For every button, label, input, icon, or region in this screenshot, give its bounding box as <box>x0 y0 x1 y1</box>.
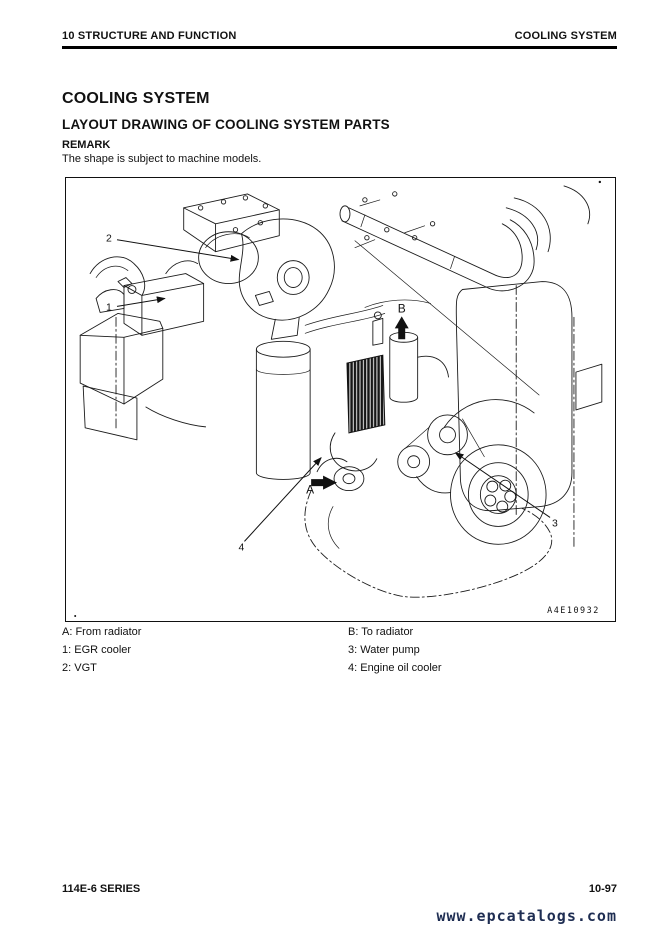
legend-item-a: A: From radiator <box>62 626 142 638</box>
scan-speck <box>74 615 76 617</box>
gear-case-drawing <box>445 282 602 547</box>
callout-leaders <box>117 240 550 542</box>
callout-2-label: 2 <box>106 233 112 245</box>
cylinder-block-drawing <box>80 257 205 440</box>
scan-speck <box>599 181 601 183</box>
oil-pan-drawing <box>305 491 552 598</box>
watermark-url: www.epcatalogs.com <box>436 907 617 925</box>
footer-page-number: 10-97 <box>588 883 617 895</box>
legend-left-column <box>62 623 141 677</box>
legend-item-b: B: To radiator <box>348 626 414 638</box>
legend-item-3: 3: Water pump <box>348 644 420 656</box>
accessory-pulleys-drawing <box>398 415 485 478</box>
footer-series: 114E-6 SERIES <box>62 883 141 895</box>
page-subtitle: LAYOUT DRAWING OF COOLING SYSTEM PARTS <box>62 117 390 132</box>
running-header-chapter: COOLING SYSTEM <box>514 30 617 42</box>
engine-oil-cooler-drawing <box>330 355 385 471</box>
callout-1-label: 1 <box>106 302 112 314</box>
remark-heading: REMARK <box>62 139 111 151</box>
running-header-section: 10 STRUCTURE AND FUNCTION <box>62 30 237 42</box>
page-title: COOLING SYSTEM <box>62 90 210 107</box>
leader-line-2 <box>117 240 238 260</box>
figure-frame <box>65 177 616 622</box>
callout-4-label: 4 <box>238 542 245 554</box>
legend-item-1: 1: EGR cooler <box>62 644 132 656</box>
remark-text: The shape is subject to machine models. <box>62 153 262 165</box>
engine-illustration <box>74 181 602 617</box>
legend-item-2: 2: VGT <box>62 662 97 674</box>
cooling-system-layout-drawing <box>66 178 615 621</box>
turbocharger-drawing <box>199 219 335 339</box>
right-arrow-icon <box>311 476 337 490</box>
callout-3-label: 3 <box>552 518 558 530</box>
radiator-pipe-drawing <box>340 186 590 291</box>
legend-right-column <box>348 623 442 677</box>
flow-a-label: A <box>306 482 315 497</box>
header-rule <box>62 46 617 49</box>
oil-filter-drawing <box>256 341 310 479</box>
flow-b-label: B <box>397 301 406 316</box>
up-arrow-icon <box>395 316 409 339</box>
legend-item-4: 4: Engine oil cooler <box>348 662 442 674</box>
figure-code: A4E10932 <box>547 605 600 616</box>
